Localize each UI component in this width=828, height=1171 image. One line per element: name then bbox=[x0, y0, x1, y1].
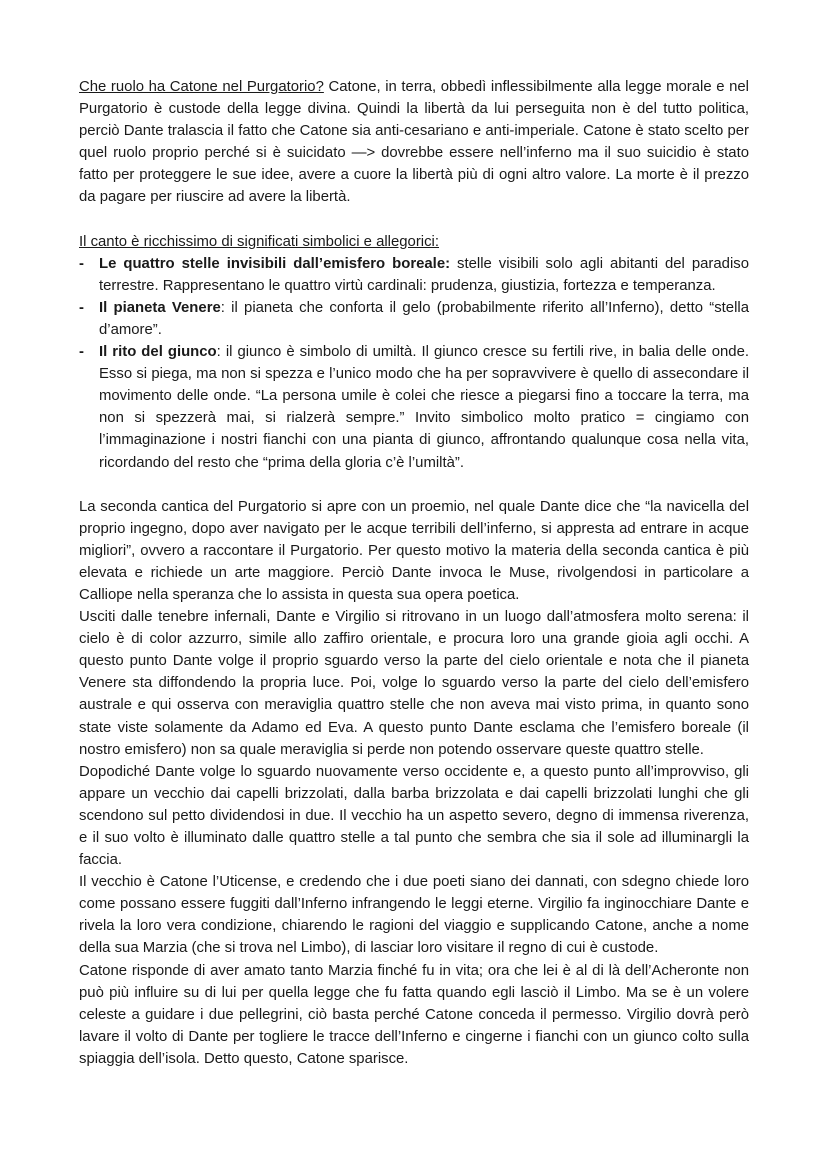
list-item-text: : il pianeta che conforta il gelo (probabilmente riferito all’Inferno), detto “stella d’amore”. bbox=[99, 299, 749, 338]
dash-bullet-icon: - bbox=[79, 344, 84, 361]
symbols-heading: Il canto è ricchissimo di significati simbolici e allegorici: bbox=[79, 233, 439, 250]
dash-bullet-icon: - bbox=[79, 299, 84, 316]
spacer bbox=[79, 209, 749, 231]
list-item-text: : il giunco è simbolo di umiltà. Il giunco cresce su fertili rive, in balia delle onde. Esso si piega, ma non si spezza e l’unico modo che ha per sopravvivere è quello di assecondare il movimento delle onde. “La persona umile è colei che riesce a piegarsi fino a toccare la terra, ma non si spezzerà mai, si rialzerà sempre.” Invito simbolico molto pratico = cingiamo con l’immaginazione i nostri fianchi con una pianta di giunco, affrontando qualunque cosa nella vita, ricordando del resto che “prima della gloria c’è l’umiltà”. bbox=[99, 344, 749, 471]
intro-heading: Che ruolo ha Catone nel Purgatorio? bbox=[79, 79, 324, 95]
intro-paragraph bbox=[79, 76, 749, 209]
summary-paragraph-sky: Usciti dalle tenebre infernali, Dante e Virgilio si ritrovano in un luogo dall’atmosfera molto serena: il cielo è di color azzurro, simile allo zaffiro orientale, e procura loro una grande gioia agli occhi. A questo punto Dante volge il proprio sguardo verso la parte del cielo orientale e nota che il pianeta Venere sta diffondendo la propria luce. Poi, volge lo sguardo verso la parte del cielo dell’emisfero australe e qui osserva con meraviglia quattro stelle che non aveva mai visto prima, in quanto sono state viste solamente da Adamo ed Eva. A questo punto Dante esclama che l’emisfero boreale (il nostro emisfero) non sa quale meraviglia si perde non potendo osservare queste quattro stelle. bbox=[79, 609, 749, 758]
list-item-four-stars bbox=[79, 253, 749, 297]
list-item-text: stelle visibili solo agli abitanti del paradiso terrestre. Rappresentano le quattro virtù cardinali: prudenza, giustizia, fortezza e temperanza. bbox=[99, 255, 749, 294]
list-item-term: Il rito del giunco bbox=[99, 344, 217, 361]
summary-paragraph-cato: Il vecchio è Catone l’Uticense, e credendo che i due poeti siano dei dannati, con sdegno chiede loro come possano essere fuggiti dall’Inferno infrangendo le leggi eterne. Virgilio fa inginocchiare Dante e rivela la loro vera condizione, chiarendo le ragioni del viaggio e supplicando Catone, anche a nome della sua Marzia (che si trova nel Limbo), di lasciar loro visitare il regno di cui è custode. bbox=[79, 874, 749, 957]
intro-text: Catone, in terra, obbedì inflessibilmente alla legge morale e nel Purgatorio è custode della legge divina. Quindi la libertà da lui perseguita non è del tutto politica, perciò Dante tralascia il fatto che Catone sia anti-cesariano e anti-imperiale. Catone è stato scelto per quel ruolo proprio perché si è suicidato —> dovrebbe essere nell’inferno ma il suo suicidio è stato fatto per proteggere le sue idee, avere a cuore la libertà più di ogni altro valore. La morte è il prezzo da pagare per riuscire ad avere la libertà. bbox=[79, 79, 749, 206]
document-page bbox=[79, 76, 749, 1070]
summary-paragraph-old-man: Dopodiché Dante volge lo sguardo nuovamente verso occidente e, a questo punto all’improvviso, gli appare un vecchio dai capelli brizzolati, dalla barba brizzolata e dai capelli brizzolati lunghi che gli scendono sul petto dividendosi in due. Il vecchio ha un aspetto severo, degno di immensa riverenza, e il suo volto è illuminato dalle quattro stelle a tal punto che sembra che sia il sole ad illuminargli la faccia. bbox=[79, 763, 749, 869]
symbols-list bbox=[79, 253, 749, 474]
list-item-venus bbox=[79, 297, 749, 341]
summary-paragraph-response: Catone risponde di aver amato tanto Marzia finché fu in vita; ora che lei è al di là dell’Acheronte non può più influire su di lui per quella legge che fu fatta quando egli lasciò il Limbo. Ma se è un volere celeste a guidare i due pellegrini, ciò basta perché Catone conceda il permesso. Virgilio dovrà però lavare il volto di Dante per togliere le tracce dell’Inferno e cingerne i fianchi con un giunco colto sulla spiaggia dell’isola. Detto questo, Catone sparisce. bbox=[79, 962, 749, 1067]
list-item-term: Le quattro stelle invisibili dall’emisfero boreale: bbox=[99, 255, 451, 272]
list-item-term: Il pianeta Venere bbox=[99, 299, 221, 316]
list-item-reed-rite bbox=[79, 341, 749, 474]
dash-bullet-icon: - bbox=[79, 255, 84, 272]
summary-paragraph-proem: La seconda cantica del Purgatorio si apre con un proemio, nel quale Dante dice che “la navicella del proprio ingegno, dopo aver navigato per le acque terribili dell’inferno, si appresta ad entrare in acque migliori”, ovvero a raccontare il Purgatorio. Per questo motivo la materia della seconda cantica è più elevata e richiede un arte maggiore. Perciò Dante invoca le Muse, rivolgendosi in particolare a Calliope nella speranza che lo assista in questa sua opera poetica. bbox=[79, 498, 749, 603]
spacer bbox=[79, 474, 749, 496]
